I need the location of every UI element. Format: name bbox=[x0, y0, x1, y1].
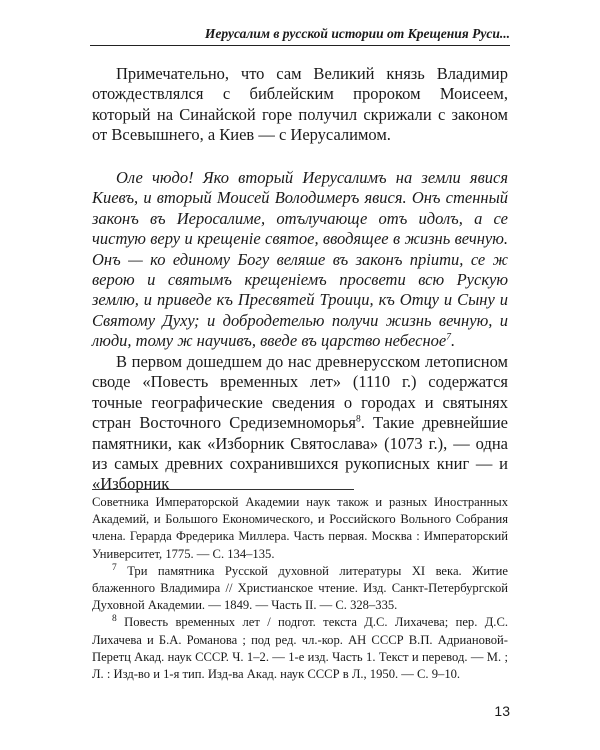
footnote-text: Повесть временных лет / подгот. текста Д.С. Лихачева; пер. Д.С. Лихачева и Б.А. Романова ; под ред. чл.-кор. АН СССР В.П. Адриановой-Перетц Акад. наук СССР. Ч. 1–2. — 1-е изд. Часть 1. Текст и перевод. — М. ; Л. : Изд-во и 1-я тип. Изд-ва Акад. наук СССР в Л., 1950. — С. 9–10. bbox=[92, 615, 508, 682]
quotation: Оле чюдо! Яко вторый Иерусалимъ на земли явися Киевъ, и вторый Моисей Володимеръ явися. Онъ стенный законъ въ Иеросалиме, отълучающе отъ идолъ, а се чистую веру и крещеніе святое, вводящее в жизнь вечную. Онъ — ко единому Богу веляше въ законъ пріити, се ж верою и святымъ крещеніемъ просвети всю Рускую землю, и приведе къ Пресвятей Троици, къ Отцу и Сыну и Святому Духу; и добродетелью получи жизнь вечную, и люди, тому ж научивъ, введе въ царство небесное$^7$. bbox=[92, 168, 508, 351]
footnote bbox=[92, 614, 508, 683]
body-paragraph bbox=[92, 64, 508, 146]
footnote-separator bbox=[92, 489, 354, 490]
footnote-number: 8 bbox=[112, 614, 117, 625]
quotation-text: Оле чюдо! Яко вторый Иерусалимъ на земли явися Киевъ, и вторый Моисей Володимеръ явися. Онъ стенный законъ въ Иеросалиме, отълучающе отъ идолъ, а се чистую веру и крещеніе святое, вводящее в жизнь вечную. Онъ — ко единому Богу веляше въ законъ пріити, се ж верою и святымъ крещеніемъ просвети всю Рускую землю, и приведе къ Пресвятей Троици, къ Отцу и Сыну и Святому Духу; и добродетелью получи жизнь вечную, и люди, тому ж научивъ, введе въ царство небесное bbox=[92, 168, 508, 351]
paragraph-text: Примечательно, что сам Великий князь Владимир отождествлялся с библейским пророком Моисеем, который на Синайской горе получил скрижали с законом от Всевышнего, а Киев — с Иерусалимом. bbox=[92, 64, 508, 145]
footnote bbox=[92, 563, 508, 615]
footnote-continuation: Советника Императорской Академии наук також и разных Иностранных Академий, и Большого Економического, и Российского Вольного Собрания члена. Герарда Фредерика Миллера. Часть первая. Москва : Императорский Университет, 1775. — С. 134–135. bbox=[92, 495, 508, 561]
running-title: Иерусалим в русской истории от Крещения Руси... bbox=[204, 26, 510, 41]
footnote-reference[interactable]: 7 bbox=[446, 332, 451, 343]
footnote-number: 7 bbox=[112, 562, 117, 573]
footnotes bbox=[92, 494, 508, 683]
footnote-text: Три памятника Русской духовной литературы XI века. Житие блаженного Владимира // Христианское чтение. Изд. Санкт-Петербургской Духовной Академии. — 1849. — Часть II. — С. 328–335. bbox=[92, 563, 508, 613]
paragraph-text: В первом дошедшем до нас древнерусском летописном своде «Повесть временных лет» (1110 г.) содержатся точные географические сведения о городах и святынях стран Восточного Средиземноморья bbox=[92, 352, 508, 433]
page-number: 13 bbox=[494, 703, 510, 719]
paragraph-text: . Такие древнейшие памятники, как «Изборник Святослава» (1073 г.), — одна из самых древних сохранившихся рукописных книг — и «Изборник bbox=[92, 413, 509, 494]
body-paragraph bbox=[92, 352, 508, 495]
footnote-reference[interactable]: 8 bbox=[356, 414, 361, 425]
header-rule bbox=[90, 45, 510, 46]
